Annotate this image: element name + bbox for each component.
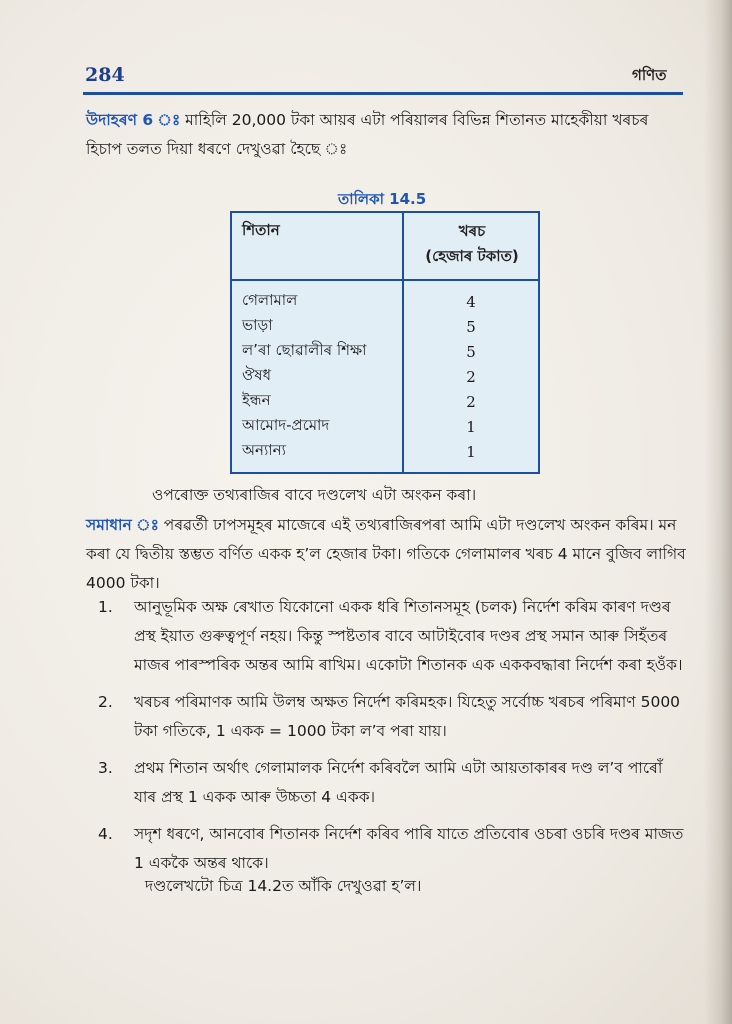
page-spine-shadow [704,0,732,1024]
column-header-expense-line1: খৰচ [458,222,486,240]
table-caption: তালিকা 14.5 [338,190,427,208]
example-paragraph [86,106,686,164]
value-cell: 2 [466,367,476,386]
list-item [98,688,688,746]
solution-text: পৰৱৰ্তী ঢাপসমূহৰ মাজেৰে এই তথ্যৰাজিৰপৰা আমি এটা দণ্ডলেখ অংকন কৰিম। মন কৰা যে দ্বিতীয় স্তম্ভত বৰ্ণিত একক হ’ল হেজাৰ টকা। গতিকে গেলামালৰ খৰচ 4 মানে বুজিব লাগিব 4000 টকা। [86,516,686,592]
column-header-expense-line2: (হেজাৰ টকাত) [425,247,519,265]
page-number: 284 [85,64,125,86]
step-text: খৰচৰ পৰিমাণক আমি উলম্ব অক্ষত নিৰ্দেশ কৰিমহক। যিহেতু সৰ্বোচ্চ খৰচৰ পৰিমাণ 5000 টকা গতিকে, 1 একক = 1000 টকা ল’ব পৰা যায়। [134,693,681,740]
table-header-row [231,212,539,280]
example-label: উদাহৰণ 6 ঃ [86,111,181,129]
list-item [98,754,688,812]
column-header-category: শিতান [231,212,403,280]
solution-paragraph [86,511,686,598]
value-cell: 1 [466,442,476,461]
category-cell: ভাড়া [231,314,403,339]
list-item [98,820,688,878]
step-number: 3. [98,759,113,777]
category-cell: ইন্ধন [231,389,403,414]
step-text: সদৃশ ধৰণে, আনবোৰ শিতানক নিৰ্দেশ কৰিব পাৰি যাতে প্ৰতিবোৰ ওচৰা ওচৰি দণ্ডৰ মাজত 1 এককৈ অন্তৰ থাকে। [134,825,684,872]
category-cell: ল’ৰা ছোৱালীৰ শিক্ষা [231,339,403,364]
step-text: প্ৰথম শিতান অৰ্থাৎ গেলামালক নিৰ্দেশ কৰিবলৈ আমি এটা আয়তাকাৰৰ দণ্ড ল’ব পাৰোঁ যাৰ প্ৰস্থ 1 একক আৰু উচ্চতা 4 একক। [134,759,663,806]
category-cell: গেলামাল [231,280,403,314]
table-row [231,339,539,364]
section-title: গণিত [632,66,667,84]
table-row [231,280,539,314]
table-row [231,364,539,389]
list-item [98,593,688,680]
steps-list [98,593,688,886]
table-row [231,314,539,339]
value-cell: 5 [466,342,476,361]
instruction-text: ওপৰোক্ত তথ্যৰাজিৰ বাবে দণ্ডলেখ এটা অংকন কৰা। [152,486,477,504]
step-number: 2. [98,693,113,711]
expense-table [230,211,540,474]
example-text: মাহিলি 20,000 টকা আয়ৰ এটা পৰিয়ালৰ বিভিন্ন শিতানত মাহেকীয়া খৰচৰ হিচাপ তলত দিয়া ধৰণে দেখুওৱা হৈছে ঃ [86,111,649,158]
step-text: আনুভূমিক অক্ষ ৰেখাত যিকোনো একক ধৰি শিতানসমূহ (চলক) নিৰ্দেশ কৰিম কাৰণ দণ্ডৰ প্ৰস্থ ইয়াত গুৰুত্বপূৰ্ণ নহয়। কিন্তু স্পষ্টতাৰ বাবে আটাইবোৰ দণ্ডৰ প্ৰস্থ সমান আৰু সিহঁতৰ মাজৰ পাৰস্পৰিক অন্তৰ আমি ৰাখিম। একোটা শিতানক এক এককবদ্ধাৰা নিৰ্দেশ কৰা হওঁক। [134,598,683,674]
closing-text: দণ্ডলেখটো চিত্ৰ 14.2ত আঁকি দেখুওৱা হ’ল। [145,877,422,895]
column-header-expense [403,212,539,280]
category-cell: অন্যান্য [231,439,403,473]
table-row [231,414,539,439]
solution-label: সমাধান ঃ [86,516,159,534]
table-row [231,389,539,414]
category-cell: ঔষধ [231,364,403,389]
category-cell: আমোদ-প্ৰমোদ [231,414,403,439]
value-cell: 5 [466,317,476,336]
value-cell: 2 [466,392,476,411]
table-row [231,439,539,473]
header-rule [83,92,683,95]
step-number: 4. [98,825,113,843]
step-number: 1. [98,598,113,616]
value-cell: 1 [466,417,476,436]
value-cell: 4 [466,292,476,311]
